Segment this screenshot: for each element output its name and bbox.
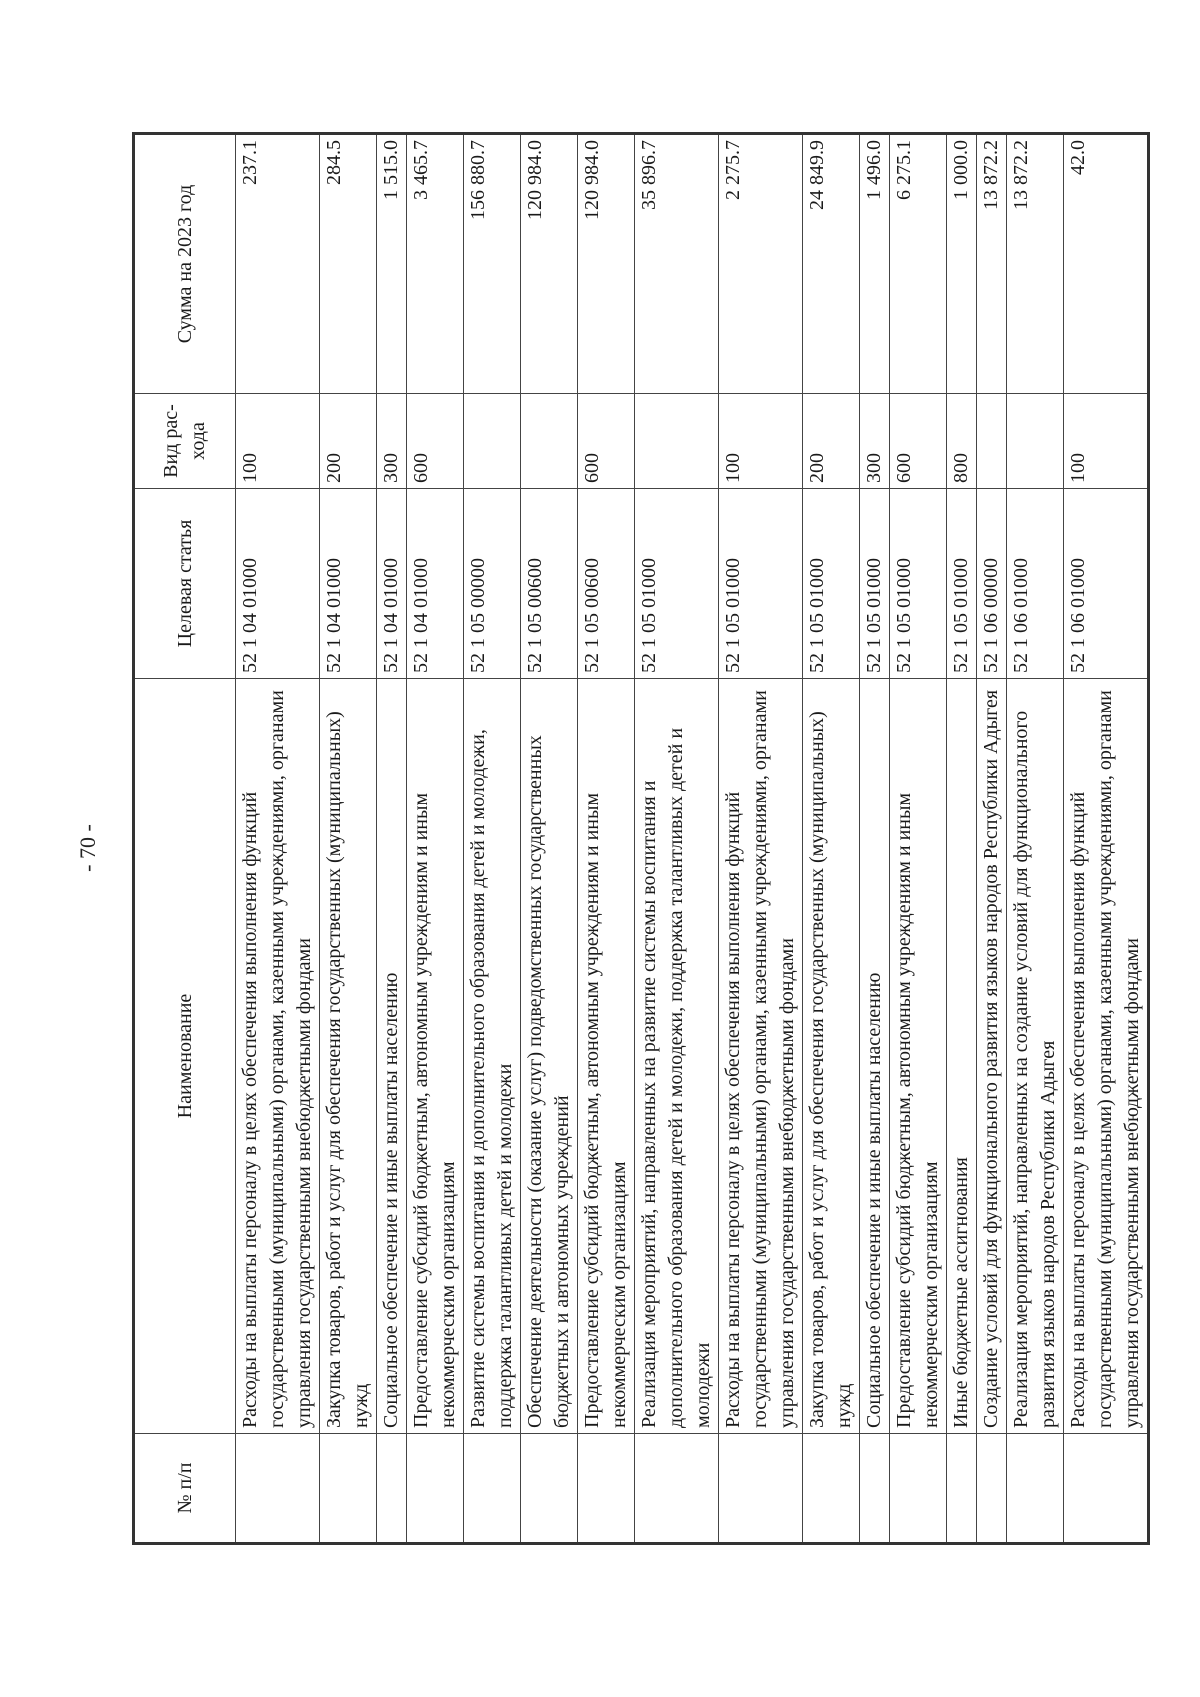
row-expense-type: 600 — [578, 394, 635, 489]
row-num — [977, 1434, 1007, 1544]
row-name: Иные бюджетные ассигнования — [947, 679, 977, 1434]
table-row — [578, 134, 635, 1544]
row-expense-type: 100 — [719, 394, 803, 489]
table-row — [890, 134, 947, 1544]
table-row — [464, 134, 521, 1544]
row-sum: 3 465.7 — [407, 134, 464, 394]
row-expense-type: 600 — [890, 394, 947, 489]
table-row — [803, 134, 860, 1544]
row-name: Социальное обеспечение и иные выплаты населению — [377, 679, 407, 1434]
row-target-article: 52 1 05 01000 — [803, 489, 860, 679]
row-num — [719, 1434, 803, 1544]
header-num: № п/п — [134, 1434, 236, 1544]
row-target-article: 52 1 04 01000 — [320, 489, 377, 679]
row-num — [860, 1434, 890, 1544]
row-expense-type: 800 — [947, 394, 977, 489]
row-target-article: 52 1 06 01000 — [1064, 489, 1149, 679]
row-sum: 1 515.0 — [377, 134, 407, 394]
row-name: Обеспечение деятельности (оказание услуг) подведомственных государственных бюджетных и автономных учреждений — [521, 679, 578, 1434]
row-expense-type — [977, 394, 1007, 489]
row-name: Закупка товаров, работ и услуг для обеспечения государственных (муниципальных) нужд — [320, 679, 377, 1434]
row-name: Расходы на выплаты персоналу в целях обеспечения выполнения функций государственными (муниципальными) органами, казенными учреждениями, органами управления государственными внебюджетными фондами — [1064, 679, 1149, 1434]
row-num — [1064, 1434, 1149, 1544]
row-name: Расходы на выплаты персоналу в целях обеспечения выполнения функций государственными (муниципальными) органами, казенными учреждениями, органами управления государственными внебюджетными фондами — [719, 679, 803, 1434]
row-sum: 284.5 — [320, 134, 377, 394]
rotated-page-content — [132, 135, 1143, 1545]
row-target-article: 52 1 05 01000 — [860, 489, 890, 679]
row-expense-type: 300 — [860, 394, 890, 489]
budget-table — [132, 132, 1150, 1545]
row-expense-type: 300 — [377, 394, 407, 489]
table-row — [320, 134, 377, 1544]
row-sum: 237.1 — [236, 134, 320, 394]
row-expense-type — [521, 394, 578, 489]
row-num — [377, 1434, 407, 1544]
row-name: Расходы на выплаты персоналу в целях обеспечения выполнения функций государственными (муниципальными) органами, казенными учреждениями, органами управления государственными внебюджетными фондами — [236, 679, 320, 1434]
row-sum: 156 880.7 — [464, 134, 521, 394]
row-name: Социальное обеспечение и иные выплаты населению — [860, 679, 890, 1434]
row-expense-type: 200 — [803, 394, 860, 489]
row-target-article: 52 1 05 01000 — [947, 489, 977, 679]
row-name: Создание условий для функционального развития языков народов Республики Адыгея — [977, 679, 1007, 1434]
row-num — [947, 1434, 977, 1544]
row-name: Реализация мероприятий, направленных на развитие системы воспитания и дополнительного образования детей и молодежи, поддержка талантливых детей и молодежи — [635, 679, 719, 1434]
row-sum: 120 984.0 — [578, 134, 635, 394]
table-row — [635, 134, 719, 1544]
row-sum: 2 275.7 — [719, 134, 803, 394]
row-expense-type: 200 — [320, 394, 377, 489]
row-target-article: 52 1 05 00600 — [578, 489, 635, 679]
table-row — [1064, 134, 1149, 1544]
row-sum: 120 984.0 — [521, 134, 578, 394]
table-row — [1007, 134, 1064, 1544]
row-target-article: 52 1 05 00000 — [464, 489, 521, 679]
row-sum: 13 872.2 — [977, 134, 1007, 394]
row-name: Предоставление субсидий бюджетным, автономным учреждениям и иным некоммерческим организациям — [578, 679, 635, 1434]
row-expense-type — [1007, 394, 1064, 489]
row-num — [464, 1434, 521, 1544]
row-sum: 42.0 — [1064, 134, 1149, 394]
table-row — [521, 134, 578, 1544]
header-target-article: Целевая статья — [134, 489, 236, 679]
row-sum: 1 000.0 — [947, 134, 977, 394]
row-target-article: 52 1 04 01000 — [236, 489, 320, 679]
table-row — [236, 134, 320, 1544]
header-expense-type: Вид рас- хода — [134, 394, 236, 489]
row-target-article: 52 1 04 01000 — [407, 489, 464, 679]
row-sum: 1 496.0 — [860, 134, 890, 394]
page-number: - 70 - — [75, 824, 100, 872]
row-sum: 13 872.2 — [1007, 134, 1064, 394]
row-target-article: 52 1 06 00000 — [977, 489, 1007, 679]
row-name: Реализация мероприятий, направленных на создание условий для функционального развития языков народов Республики Адыгея — [1007, 679, 1064, 1434]
row-expense-type — [635, 394, 719, 489]
row-num — [521, 1434, 578, 1544]
row-target-article: 52 1 06 01000 — [1007, 489, 1064, 679]
row-name: Закупка товаров, работ и услуг для обеспечения государственных (муниципальных) нужд — [803, 679, 860, 1434]
row-name: Предоставление субсидий бюджетным, автономным учреждениям и иным некоммерческим организациям — [407, 679, 464, 1434]
table-row — [719, 134, 803, 1544]
row-target-article: 52 1 05 01000 — [635, 489, 719, 679]
row-num — [320, 1434, 377, 1544]
header-name: Наименование — [134, 679, 236, 1434]
table-header-row — [134, 134, 236, 1544]
row-num — [890, 1434, 947, 1544]
row-expense-type: 100 — [236, 394, 320, 489]
row-sum: 35 896.7 — [635, 134, 719, 394]
table-row — [860, 134, 890, 1544]
row-num — [803, 1434, 860, 1544]
row-num — [578, 1434, 635, 1544]
row-expense-type — [464, 394, 521, 489]
row-expense-type: 100 — [1064, 394, 1149, 489]
table-row — [977, 134, 1007, 1544]
row-sum: 6 275.1 — [890, 134, 947, 394]
row-num — [1007, 1434, 1064, 1544]
row-name: Развитие системы воспитания и дополнительного образования детей и молодежи, поддержка талантливых детей и молодежи — [464, 679, 521, 1434]
row-name: Предоставление субсидий бюджетным, автономным учреждениям и иным некоммерческим организациям — [890, 679, 947, 1434]
row-target-article: 52 1 05 01000 — [719, 489, 803, 679]
table-row — [377, 134, 407, 1544]
row-target-article: 52 1 05 01000 — [890, 489, 947, 679]
row-num — [635, 1434, 719, 1544]
row-sum: 24 849.9 — [803, 134, 860, 394]
header-sum-2023: Сумма на 2023 год — [134, 134, 236, 394]
table-row — [947, 134, 977, 1544]
row-target-article: 52 1 04 01000 — [377, 489, 407, 679]
row-target-article: 52 1 05 00600 — [521, 489, 578, 679]
row-expense-type: 600 — [407, 394, 464, 489]
row-num — [407, 1434, 464, 1544]
row-num — [236, 1434, 320, 1544]
table-row — [407, 134, 464, 1544]
